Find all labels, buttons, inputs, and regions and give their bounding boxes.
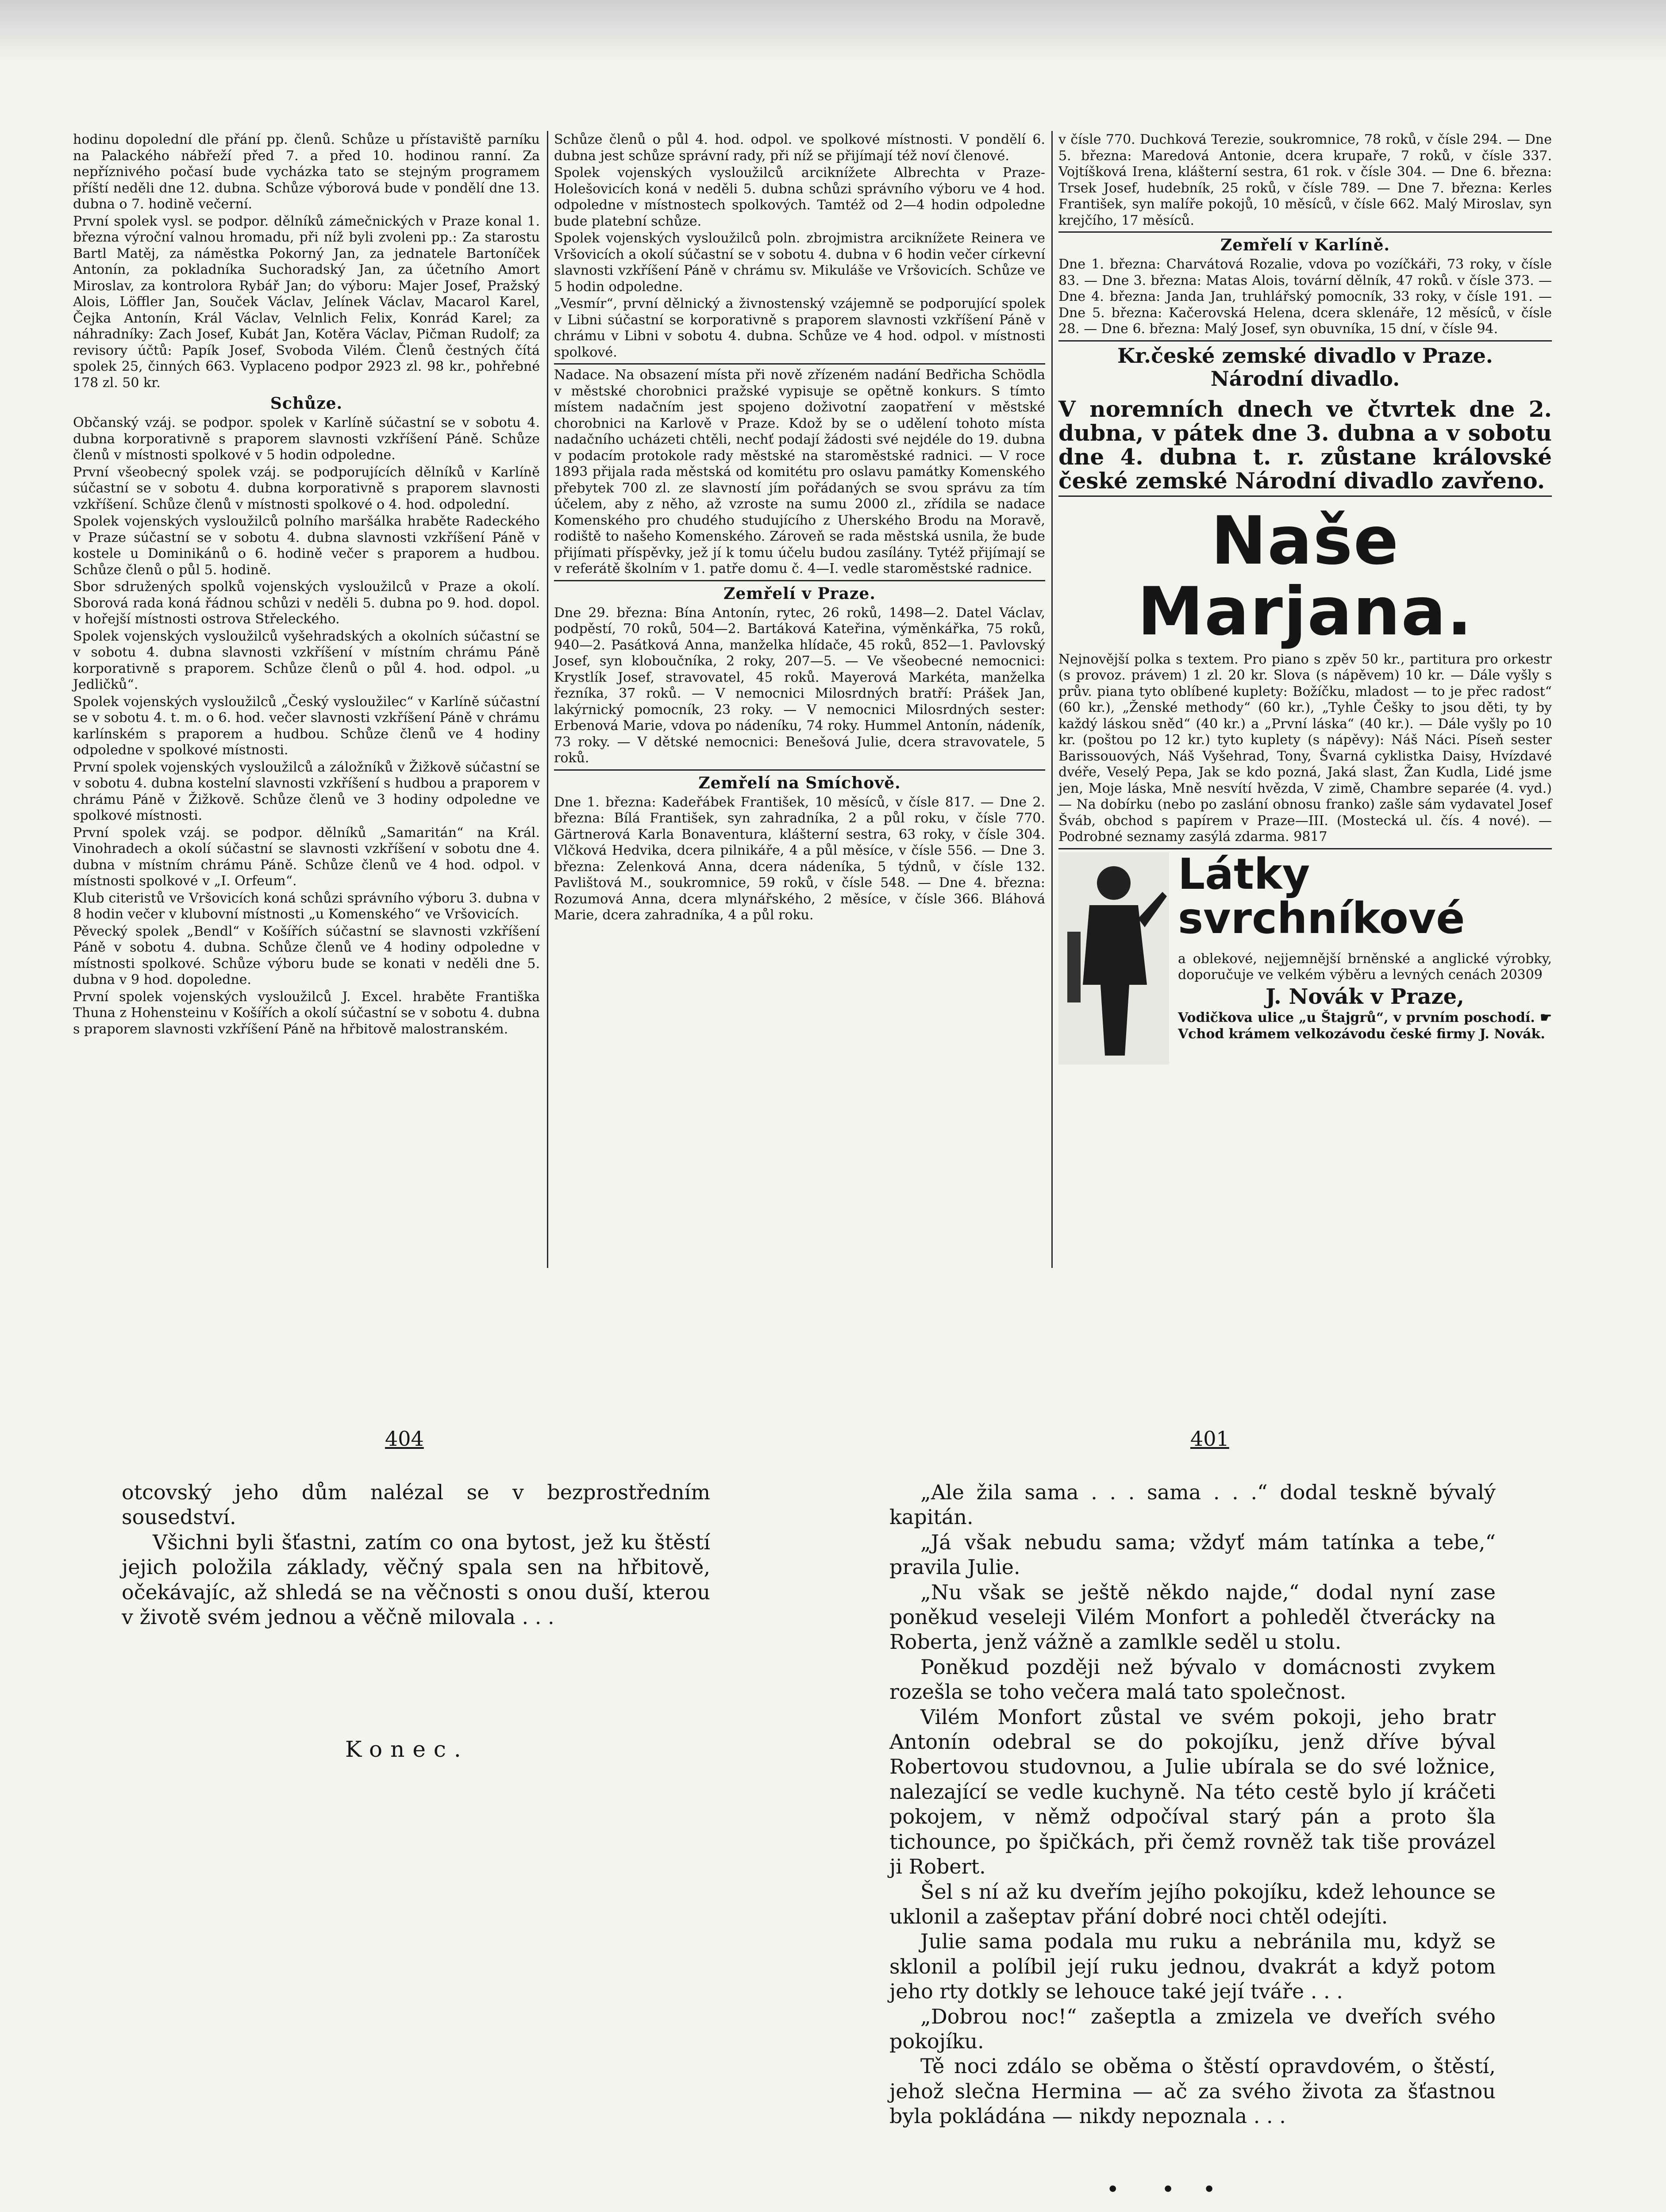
konec-label: Konec. (345, 1736, 469, 1762)
paragraph: hodinu dopolední dle přání pp. členů. Schůze u přístaviště parníku na Palackého nábřeží před 7. a před 10. hodinou ranní. Za nepříznivého počasí bude vycházka tato se stejným programem příští neděli dne 12. dubna. Schůze výborová bude v pondělí dne 13. dubna o 7. hodině večerní. (73, 132, 540, 212)
paragraph: „Dobrou noc!“ zašeptla a zmizela ve dveřích svého pokojíku. (889, 2004, 1496, 2053)
obituaries-smichov: Dne 1. března: Kadeřábek František, 10 měsíců, v čísle 817. — Dne 2. března: Bílá František, syn zahradníka, 2 a půl roku, v čísle 770. Gärtnerová Karla Bonaventura, klášterní sestra, 63 roky, v čísle 304. Vlčková Hedvika, dcera pilnikáře, 4 a půl měsíce, v čísle 556. — Dne 3. března: Zelenková Anna, dcera nádeníka, 5 týdnů, v čísle 132. Pavlištová M., soukromnice, 59 roků, v čísle 548. — Dne 4. března: Rozumová Anna, dcera mlynářského, 2 měsíce, v čísle 366. Bláhová Marie, dcera zahradníka, 4 a půl roku. (554, 794, 1045, 923)
paragraph: Vilém Monfort zůstal ve svém pokoji, jeho bratr Antonín odebral se do pokojíku, jenž dříve býval Robertovou studovnou, a Julie ubírala se do své ložnice, nalezající se vedle kuchyně. Na této cestě bylo jí kráčeti pokojem, v němž odpočíval starý pán a proto šla tichounce, po špičkách, při čemž rovněž tak tiše provázel ji Robert. (889, 1705, 1496, 1879)
paragraph: „Vesmír“, první dělnický a živnostenský vzájemně se podporující spolek v Libni súčastní se korporativně s praporem slavnosti vzkříšení Páně v chrámu v Libni v sobotu 4. dubna. Schůze ve 4 hod. odpol. v místnosti spolkové. (554, 296, 1045, 360)
section-heading-smichov: Zemřelí na Smíchově. (698, 773, 901, 792)
obituaries-continued: v čísle 770. Duchková Terezie, soukromnice, 78 roků, v čísle 294. — Dne 5. března: Maredová Antonie, dcera krupaře, 7 roků, v čísle 337. Vojtíšková Irena, klášterní sestra, 61 rok. v čísle 304. — Dne 6. března: Trsek Josef, hudebník, 25 roků, v čísle 789. — Dne 7. března: Kerles František, syn malíře pokojů, 10 měsíců, v čísle 662. Malý Miroslav, syn krejčího, 17 měsíců. (1058, 132, 1552, 228)
paragraph: První spolek vzáj. se podpor. dělníků „Samaritán“ na Král. Vinohradech a okolí súčastní se slavnosti vzkříšení v sobotu dne 4. dubna v místním chrámu Páně. Schůze členů ve 4 hod. odpol. v místnosti spolkové v „I. Orfeum“. (73, 825, 540, 889)
theatre-ad-title: Kr.české zemské divadlo v Praze. (1117, 343, 1493, 368)
book-page-right (889, 1480, 1496, 2129)
divider (1058, 495, 1552, 497)
paragraph: Julie sama podala mu ruku a nebránila mu, když se sklonil a políbil její ruku jednou, dvakrát a když potom jeho rty dotkly se lehouce také její tváře . . . (889, 1929, 1496, 2004)
paragraph: „Ale žila sama . . . sama . . .“ dodal teskně bývalý kapitán. (889, 1480, 1496, 1529)
fabric-ad-title: Látky svrchníkové (1178, 849, 1465, 943)
paragraph: První všeobecný spolek vzáj. se podporujících dělníků v Karlíně súčastní se v sobotu 4. dubna korporativně s praporem slavnosti vzkříšení. Schůze členů v místnosti spolkové o 4. hod. odpolední. (73, 464, 540, 512)
scan-shadow (0, 0, 1666, 62)
paragraph: Všichni byli šťastni, zatím co ona bytost, jež ku štěstí jejich položila základy, věčný spala sen na hřbitově, očekávajíc, až shledá se na věčnosti s onou duší, kterou v životě svém jednou a věčně milovala . . . (122, 1530, 710, 1629)
fabric-ad-body: a oblekové, nejjemnější brněnské a anglické výrobky, doporučuje ve velkém výběru a levných cenách 20309 (1178, 951, 1552, 983)
ornament-icon: • • • (1106, 2177, 1216, 2202)
paragraph: První spolek vojenských vysloužilců a záložníků v Žižkově súčastní se v sobotu 4. dubna kostelní slavnosti vzkříšení s hudbou a praporem v chrámu Páně v Žižkově. Schůze členů ve 3 hodiny odpoledne ve spolkové místnosti. (73, 759, 540, 823)
polka-ad-headline: Naše Marjana. (1137, 502, 1473, 650)
divider (554, 769, 1045, 771)
paragraph: První spolek vojenských vysloužilců J. Excel. hraběte Františka Thuna z Hohensteinu v Košířích a okolí súčastní se v sobotu 4. dubna s praporem slavnosti vzkříšení Páně na hřbitově malostranském. (73, 989, 540, 1037)
paragraph: otcovský jeho dům nalézal se v bezprostředním sousedství. (122, 1480, 710, 1529)
paragraph: Šel s ní až ku dveřím jejího pokojíku, kdež lehounce se uklonil a zašeptav přání dobré noci chtěl odejíti. (889, 1879, 1496, 1928)
polka-ad-body: Nejnovější polka s textem. Pro piano s zpěv 50 kr., partitura pro orkestr (s provoz. právem) 1 zl. 20 kr. Slova (s nápěvem) 10 kr. — Dále vyšly s prův. piana tyto oblíbené kuplety: Božíčku, mladost — to je přec radost“ (60 kr.), „Ženské methody“ (60 kr.), „Tyhle Češky to jsou děti, ty by každý láskou sněd“ (40 kr.) a „První láska“ (40 kr.). — Dále vyšly po 10 kr. (poštou po 12 kr.) tyto kuplety (s nápěvy): Náš Náci. Píseň sester Barissouových, Náš Vyšehrad, Tony, Švarná cyklistka Daisy, Hvízdavé dvéře, Veselý Pepa, Jak se kdo pozná, Jaká slast, Žan Kudla, Lidé jsme jen, Moje láska, Mně nesvítí hvězda, V zimě, Chambre separée (4. vyd.) — Na dobírku (nebo po zaslání obnosu franko) zašle sám vydavatel Josef Šváb, obchod s papírem v Praze—III. (Mostecká ul. čís. 4 nové). — Podrobné seznamy zasýlá zdarma. 9817 (1058, 651, 1552, 845)
book-page-left (122, 1480, 710, 1629)
paragraph: Pěvecký spolek „Bendl“ v Košířích súčastní se slavnosti vzkříšení Páně v sobotu 4. dubna. Schůze členů ve 4 hodiny odpoledne v místnosti spolkové. Schůze výboru bude se konati v neděli dne 5. dubna v 9 hod. dopoledne. (73, 923, 540, 987)
divider (1058, 231, 1552, 233)
paragraph: Spolek vojenských vysloužilců polního maršálka hraběte Radeckého v Praze súčastní se v sobotu 4. dubna slavnosti vzkříšení Páně v kostele u Dominikánů o 6. hodině večer s praporem a hudbou. Schůze členů o půl 5. hodině. (73, 514, 540, 578)
paragraph: Klub citeristů ve Vršovicích koná schůzi správního výboru 3. dubna v 8 hodin večer v klubovní místnosti „u Komenského“ ve Vršovicích. (73, 890, 540, 922)
paragraph: Schůze členů o půl 4. hod. odpol. ve spolkové místnosti. V pondělí 6. dubna jest schůze správní rady, při níž se přijímají též noví členové. (554, 132, 1045, 164)
paragraph: Sbor sdružených spolků vojenských vysloužilců v Praze a okolí. Sborová rada koná řádnou schůzi v neděli 5. dubna po 9. hod. dopol. v hořejší místnosti ostrova Střeleckého. (73, 579, 540, 627)
paragraph: Tě noci zdálo se oběma o štěstí opravdovém, o štěstí, jehož slečna Hermina — ač za svého života za šťastnou byla pokládána — nikdy nepoznala . . . (889, 2054, 1496, 2128)
divider (554, 580, 1045, 581)
obituaries-karlin: Dne 1. března: Charvátová Rozalie, vdova po vozíčkáři, 73 roky, v čísle 83. — Dne 3. března: Matas Alois, tovární dělník, 47 roků. v čísle 373. — Dne 4. března: Janda Jan, truhlářský pomocník, 33 roky, v čísle 191. — Dne 5. března: Kačerovská Helena, dcera sklenáře, 12 měsíců, v čísle 28. — Dne 6. března: Malý Josef, syn obuvníka, 15 dní, v čísle 94. (1058, 257, 1552, 337)
paragraph: Spolek vojenských vysloužilců arciknížete Albrechta v Praze-Holešovicích koná v neděli 5. dubna schůzi správního výboru ve 4 hod. odpoledne v místnostech spolkových. Tamtéž od 2—4 hodin odpoledne bude platební schůze. (554, 165, 1045, 229)
page-number-left: 404 (385, 1427, 424, 1451)
paragraph: Poněkud později než bývalo v domácnosti zvykem rozešla se toho večera malá tato společnost. (889, 1655, 1496, 1704)
paragraph: „Já však nebudu sama; vždyť mám tatínka a tebe,“ pravila Julie. (889, 1530, 1496, 1579)
paragraph: „Nu však se ještě někdo najde,“ dodal nyní zase poněkud veseleji Vilém Monfort a pohleděl čtverácky na Roberta, jenž vážně a zamlkle seděl u stolu. (889, 1580, 1496, 1654)
section-heading-karlin: Zemřelí v Karlíně. (1220, 236, 1390, 254)
man-illustration-icon (1058, 852, 1169, 1064)
column-1 (73, 132, 540, 1038)
column-2 (554, 132, 1045, 925)
fabric-ad (1058, 849, 1552, 1064)
page-number-right: 401 (1190, 1427, 1229, 1451)
obituaries-praha: Dne 29. března: Bína Antonín, rytec, 26 roků, 1498—2. Datel Václav, podpěstí, 70 roků, 504—2. Bartáková Kateřina, výměnkářka, 75 roků, 940—2. Pasátková Anna, manželka hlídače, 45 roků, 852—1. Pavlovský Josef, syn kloboučníka, 2 roky, 207—5. — Ve všeobecné nemocnici: Krystlík Josef, stravovatel, 45 roků. Mayerová Markéta, manželka řezníka, 37 roků. — V nemocnici Milosrdných bratří: Prášek Jan, lakýrnický pomocník, 23 roky. — V nemocnici Milosrdných sester: Erbenová Marie, vdova po nádeníku, 74 roky. Hummel Antonín, nádeník, 73 roky. — V dětské nemocnici: Benešová Julie, dcera stravovatele, 5 roků. (554, 605, 1045, 766)
novak-address: Vodičkova ulice „u Štajgrů“, v prvním poschodí. ☛ Vchod krámem velkozávodu české firmy J. Novák. (1178, 1010, 1552, 1042)
divider (1058, 340, 1552, 342)
paragraph: Spolek vojenských vysloužilců vyšehradských a okolních súčastní se v sobotu 4. dubna slavnosti vzkříšení v místním chrámu Páně korporativně s praporem. Schůze členů o půl 4. hod. odpol. „u Jedličků“. (73, 628, 540, 692)
theatre-ad-body: V noremních dnech ve čtvrtek dne 2. dubna, v pátek dne 3. dubna a v sobotu dne 4. dubna t. r. zůstane královské české zemské Národní divadlo zavřeno. (1058, 396, 1552, 494)
paragraph: Spolek vojenských vysloužilců poln. zbrojmistra arciknížete Reinera ve Vršovicích a okolí súčastní se v sobotu 4. dubna v 6 hodin večer církevní slavnosti vzkříšení Páně v chrámu sv. Mikuláše ve Vršovicích. Schůze ve 5 hodin odpoledne. (554, 230, 1045, 295)
column-rule (547, 131, 548, 1268)
column-rule (1051, 131, 1053, 1268)
paragraph: Spolek vojenských vysloužilců „Český vysloužilec“ v Karlíně súčastní se v sobotu 4. t. m. o 6. hod. večer slavnosti vzkříšení Páně v chrámu karlínském s praporem a hudbou. Schůze členů ve 4 hodiny odpoledne v spolkové místnosti. (73, 694, 540, 758)
paragraph: První spolek vysl. se podpor. dělníků zámečnických v Praze konal 1. března výroční valnou hromadu, při níž byli zvoleni pp.: Za starostu Bartl Matěj, za náměstka Pokorný Jan, za jednatele Bartoníček Antonín, za pokladníka Suchoradský Jan, za účetního Amort Miroslav, za kontrolora Rybář Jan; do výboru: Majer Josef, Pražský Alois, Löffler Jan, Souček Václav, Jelínek Václav, Macarol Karel, Čejka Antonín, Král Václav, Velnlich Felix, Konrád Karel; za náhradníky: Zach Josef, Kubát Jan, Kotěra Václav, Pičman Rudolf; za revisory účtů: Papík Josef, Svoboda Vilém. Členů čestných čítá spolek 25, činných 663. Vyplaceno podpor 2923 zl. 98 kr., pohřebné 178 zl. 50 kr. (73, 213, 540, 391)
column-3 (1058, 132, 1552, 1064)
paragraph: Občanský vzáj. se podpor. spolek v Karlíně súčastní se v sobotu 4. dubna korporativně s praporem slavnosti vzkříšení Páně. Schůze členů v místnosti spolkové v 5 hodin odpoledne. (73, 415, 540, 463)
section-heading-schuze: Schůze. (270, 394, 343, 413)
divider (554, 363, 1045, 365)
section-heading-praha: Zemřelí v Praze. (723, 584, 876, 603)
theatre-ad-subtitle: Národní divadlo. (1210, 366, 1400, 391)
nadace-notice: Nadace. Na obsazení místa při nově zřízeném nadání Bedřicha Schödla v městské chorobnici pražské vypisuje se opětně konkurs. S tímto místem nadačním jest spojeno doživotní zaopatření v městské chorobnici na Karlově v Praze. Kdož by se o udělení tohoto místa nadačního ucházeti chtěli, nechť podají žádosti své nejdéle do 19. dubna v podacím protokole rady městské na staroměstské radnici. — V roce 1893 přijala rada městská od komitétu pro oslavu památky Komenského přebytek 700 zl. ze slavností jím pořádaných se svou správu za tím účelem, aby z něho, až vzroste na sumu 2000 zl., zřídila se nadace Komenského pro chudého studujícího z Uherského Brodu na Moravě, rodiště to našeho Komenského. Zároveň se rada městská usnila, že bude přijímati příspěvky, jež jí k tomu účelu budou zasílány. Tytéž přijímají se v referátě školním v 1. patře domu č. 4—I. vedle staroměstské radnice. (554, 367, 1045, 576)
novak-name: J. Novák v Praze, (1266, 984, 1464, 1009)
